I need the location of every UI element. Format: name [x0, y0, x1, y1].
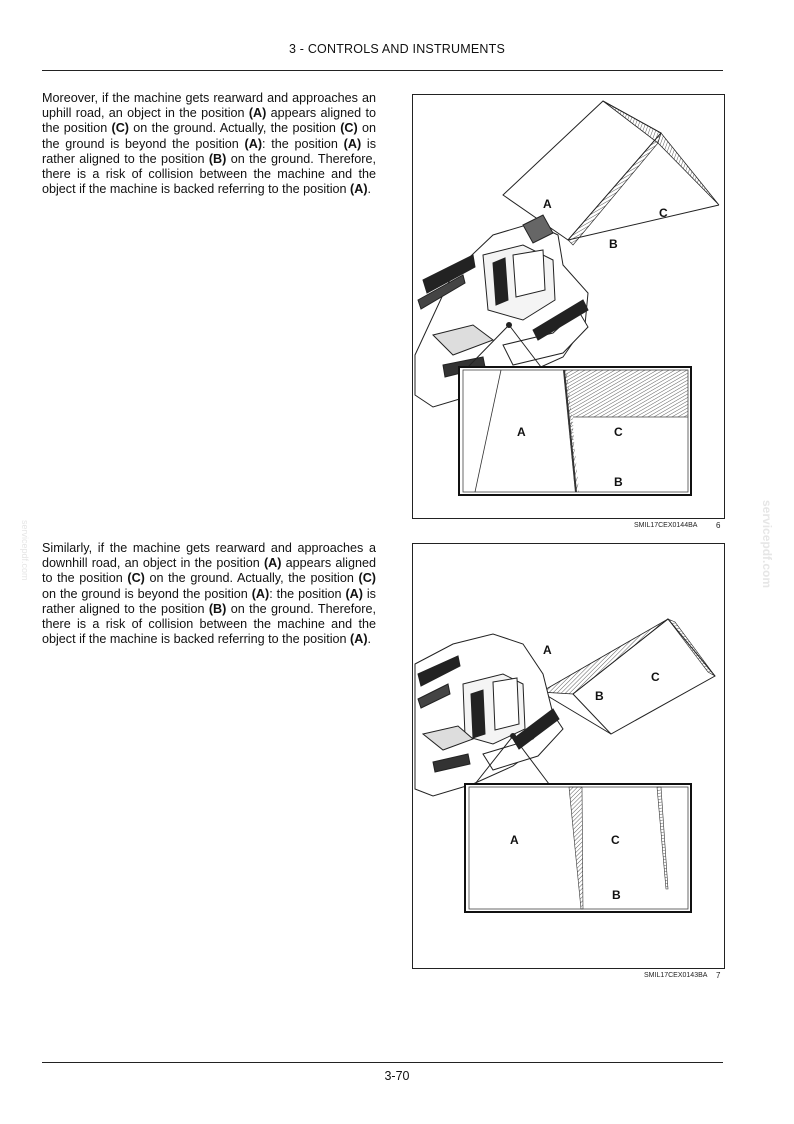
footer-rule: [42, 1062, 723, 1063]
inset-label-c: C: [614, 425, 623, 439]
page-number: 3-70: [384, 1069, 410, 1083]
inset-label-b: B: [614, 475, 623, 489]
paragraph-uphill: Moreover, if the machine gets rearward and approaches an uphill road, an object in the position (A) appears aligned to the position (C) on the ground. Actually, the position (C) on the ground is beyond the position (A): the position (A) is rather aligned to the position (B) on the ground. Therefore, there is a risk of collision between the machine and the object if the machine is backed referring to the position (A).: [42, 91, 376, 197]
label-b: B: [595, 689, 604, 703]
inset-view: [459, 367, 691, 495]
label-c: C: [659, 206, 668, 220]
watermark-left: servicepdf.com: [20, 520, 30, 581]
watermark-right: servicepdf.com: [760, 500, 774, 589]
paragraph-downhill: Similarly, if the machine gets rearward and approaches a downhill road, an object in the position (A) appears aligned to the position (C) on the ground. Actually, the position (C) on the ground is beyond the position (A): the position (A) is rather aligned to the position (B) on the ground. Therefore, there is a risk of collision between the machine and the object if the machine is backed referring to the position (A).: [42, 541, 376, 647]
figure-number: 7: [716, 971, 721, 980]
label-a: A: [543, 197, 552, 211]
label-c: C: [651, 670, 660, 684]
inset-view: [465, 784, 691, 912]
header-rule: [42, 70, 723, 71]
inset-label-a: A: [510, 833, 519, 847]
figure-caption: SMIL17CEX0143BA: [644, 972, 708, 979]
figure-number: 6: [716, 521, 721, 530]
excavator-drawing: [415, 634, 563, 796]
page-header: 3 - CONTROLS AND INSTRUMENTS: [288, 42, 506, 56]
figure-caption: SMIL17CEX0144BA: [634, 522, 698, 529]
downhill-road-drawing: [541, 619, 715, 734]
inset-label-c: C: [611, 833, 620, 847]
label-b: B: [609, 237, 618, 251]
inset-label-b: B: [612, 888, 621, 902]
figure-uphill: [412, 94, 725, 519]
figure-downhill: [412, 543, 725, 969]
label-a: A: [543, 643, 552, 657]
inset-label-a: A: [517, 425, 526, 439]
